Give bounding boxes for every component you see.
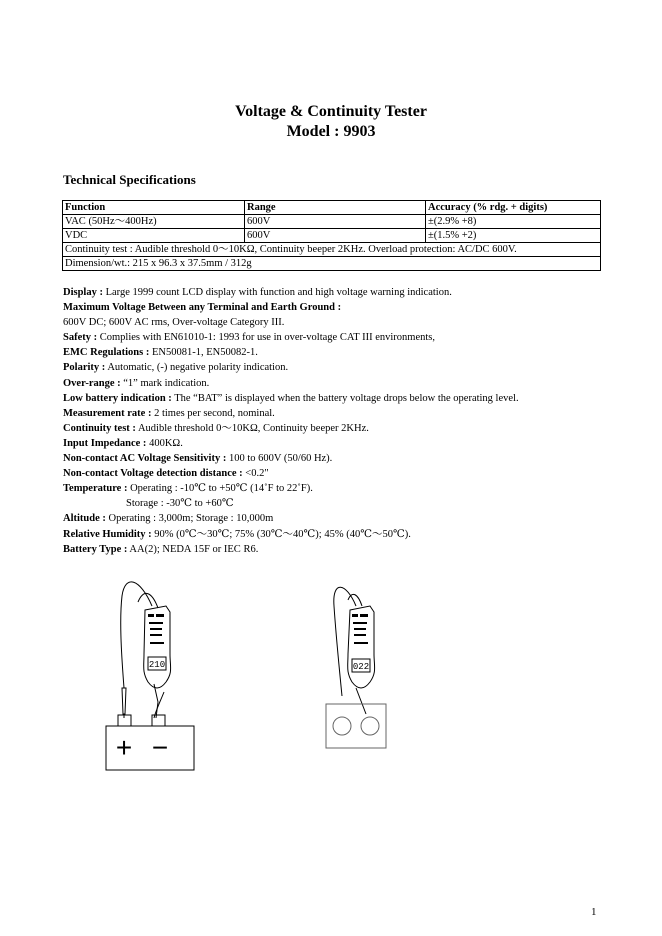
spec-label: Maximum Voltage Between any Terminal and Earth Ground : <box>63 302 342 314</box>
spec-text: Automatic, (-) negative polarity indication. <box>105 362 289 374</box>
table-cell: ±(1.5% +2) <box>426 229 601 243</box>
table-cell: ±(2.9% +8) <box>426 215 601 229</box>
header-accuracy: Accuracy (% rdg. + digits) <box>426 201 601 215</box>
spec-line <box>63 330 623 345</box>
table-row <box>63 243 601 257</box>
spec-line <box>63 315 623 330</box>
battery-plus-sign: + <box>115 732 133 763</box>
section-title: Technical Specifications <box>63 172 196 187</box>
outlet-socket-right <box>361 717 379 735</box>
spec-text: 90% (0℃～30℃; 75% (30℃～40℃); 45% (40℃～50℃). <box>151 528 411 540</box>
spec-line <box>63 360 623 375</box>
spec-label: Non-contact Voltage detection distance : <box>63 468 243 480</box>
table-cell: VDC <box>63 229 245 243</box>
spec-label: Continuity test : <box>63 422 136 434</box>
model-title: Model : 9903 <box>286 123 376 140</box>
outlet-test-illustration <box>322 576 398 752</box>
lcd-reading-left: 210 <box>148 660 166 670</box>
spec-line <box>63 421 623 436</box>
spec-line <box>63 451 623 466</box>
spec-label: Relative Humidity : <box>63 528 152 540</box>
continuity-cell: Continuity test : Audible threshold 0～10KΩ, Continuity beeper 2KHz. Overload protection: AC/DC 600V. <box>63 243 601 257</box>
dimension-cell: Dimension/wt.: 215 x 96.3 x 37.5mm / 312g <box>63 257 601 271</box>
spec-line <box>63 466 623 481</box>
spec-text: Storage : -30℃ to +60℃ <box>126 498 234 510</box>
spec-text: Large 1999 count LCD display with function and high voltage warning indication. <box>102 287 452 298</box>
specifications-list <box>63 285 623 557</box>
table-header-row <box>63 201 601 215</box>
spec-label: Altitude : <box>63 513 106 525</box>
battery-minus-sign: − <box>151 732 169 763</box>
spec-label: Input Impedance : <box>63 437 147 449</box>
probe-left <box>122 688 126 714</box>
spec-label: Over-range : <box>63 377 121 389</box>
table-cell: 600V <box>245 229 426 243</box>
spec-line <box>63 436 623 451</box>
spec-text: Complies with EN61010-1: 1993 for use in over-voltage CAT III environments, <box>97 332 436 344</box>
spec-line <box>63 496 623 511</box>
spec-line <box>63 376 623 391</box>
spec-text: 400KΩ. <box>146 437 183 449</box>
test-lead-cable-left <box>334 587 356 696</box>
spec-text: 2 times per second, nominal. <box>151 407 275 419</box>
spec-line <box>63 345 623 360</box>
spec-line <box>63 285 623 300</box>
spec-label: Safety : <box>63 332 98 344</box>
spec-text: The “BAT” is displayed when the battery voltage drops below the operating level. <box>171 392 519 404</box>
spec-line <box>63 511 623 526</box>
tester-body <box>144 606 171 688</box>
spec-text: <0.2" <box>242 468 269 480</box>
spec-line <box>63 481 623 496</box>
table-cell: VAC (50Hz～400Hz) <box>63 215 245 229</box>
table-cell: 600V <box>245 215 426 229</box>
test-lead-cable-right <box>154 692 164 718</box>
spec-text: 600V DC; 600V AC rms, Over-voltage Category III. <box>63 317 285 329</box>
tester-body <box>348 606 375 688</box>
spec-label: Measurement rate : <box>63 407 152 419</box>
spec-label: Battery Type : <box>63 543 128 555</box>
table-row <box>63 229 601 243</box>
header-function: Function <box>63 201 245 215</box>
spec-text: Audible threshold 0～10KΩ, Continuity beeper 2KHz. <box>135 422 369 434</box>
table-row <box>63 257 601 271</box>
spec-line <box>63 391 623 406</box>
test-lead-cable-left <box>121 582 152 688</box>
spec-text: Operating : 3,000m; Storage : 10,000m <box>105 513 274 525</box>
spec-line <box>63 300 623 315</box>
spec-label: Display : <box>63 287 103 298</box>
spec-label: Polarity : <box>63 362 106 374</box>
battery-test-illustration <box>100 572 230 774</box>
spec-text: EN50081-1, EN50082-1. <box>149 347 258 359</box>
spec-label: Low battery indication : <box>63 392 172 404</box>
spec-label: Non-contact AC Voltage Sensitivity : <box>63 453 227 465</box>
spec-text: 100 to 600V (50/60 Hz). <box>226 453 333 465</box>
spec-line <box>63 406 623 421</box>
spec-text: Operating : -10℃ to +50℃ (14˚F to 22˚F). <box>127 483 313 495</box>
spec-label: EMC Regulations : <box>63 347 150 359</box>
spec-text: AA(2); NEDA 15F or IEC R6. <box>127 543 259 555</box>
spec-line <box>63 527 623 542</box>
document-title: Voltage & Continuity Tester <box>235 103 427 120</box>
lcd-reading-right: 022 <box>352 662 370 672</box>
table-row <box>63 215 601 229</box>
spec-text: “1” mark indication. <box>120 377 210 389</box>
page-number: 1 <box>591 906 597 918</box>
header-range: Range <box>245 201 426 215</box>
outlet-plate <box>326 704 386 748</box>
spec-label: Temperature : <box>63 483 128 495</box>
outlet-socket-left <box>333 717 351 735</box>
spec-table <box>62 200 601 271</box>
spec-line <box>63 542 623 557</box>
